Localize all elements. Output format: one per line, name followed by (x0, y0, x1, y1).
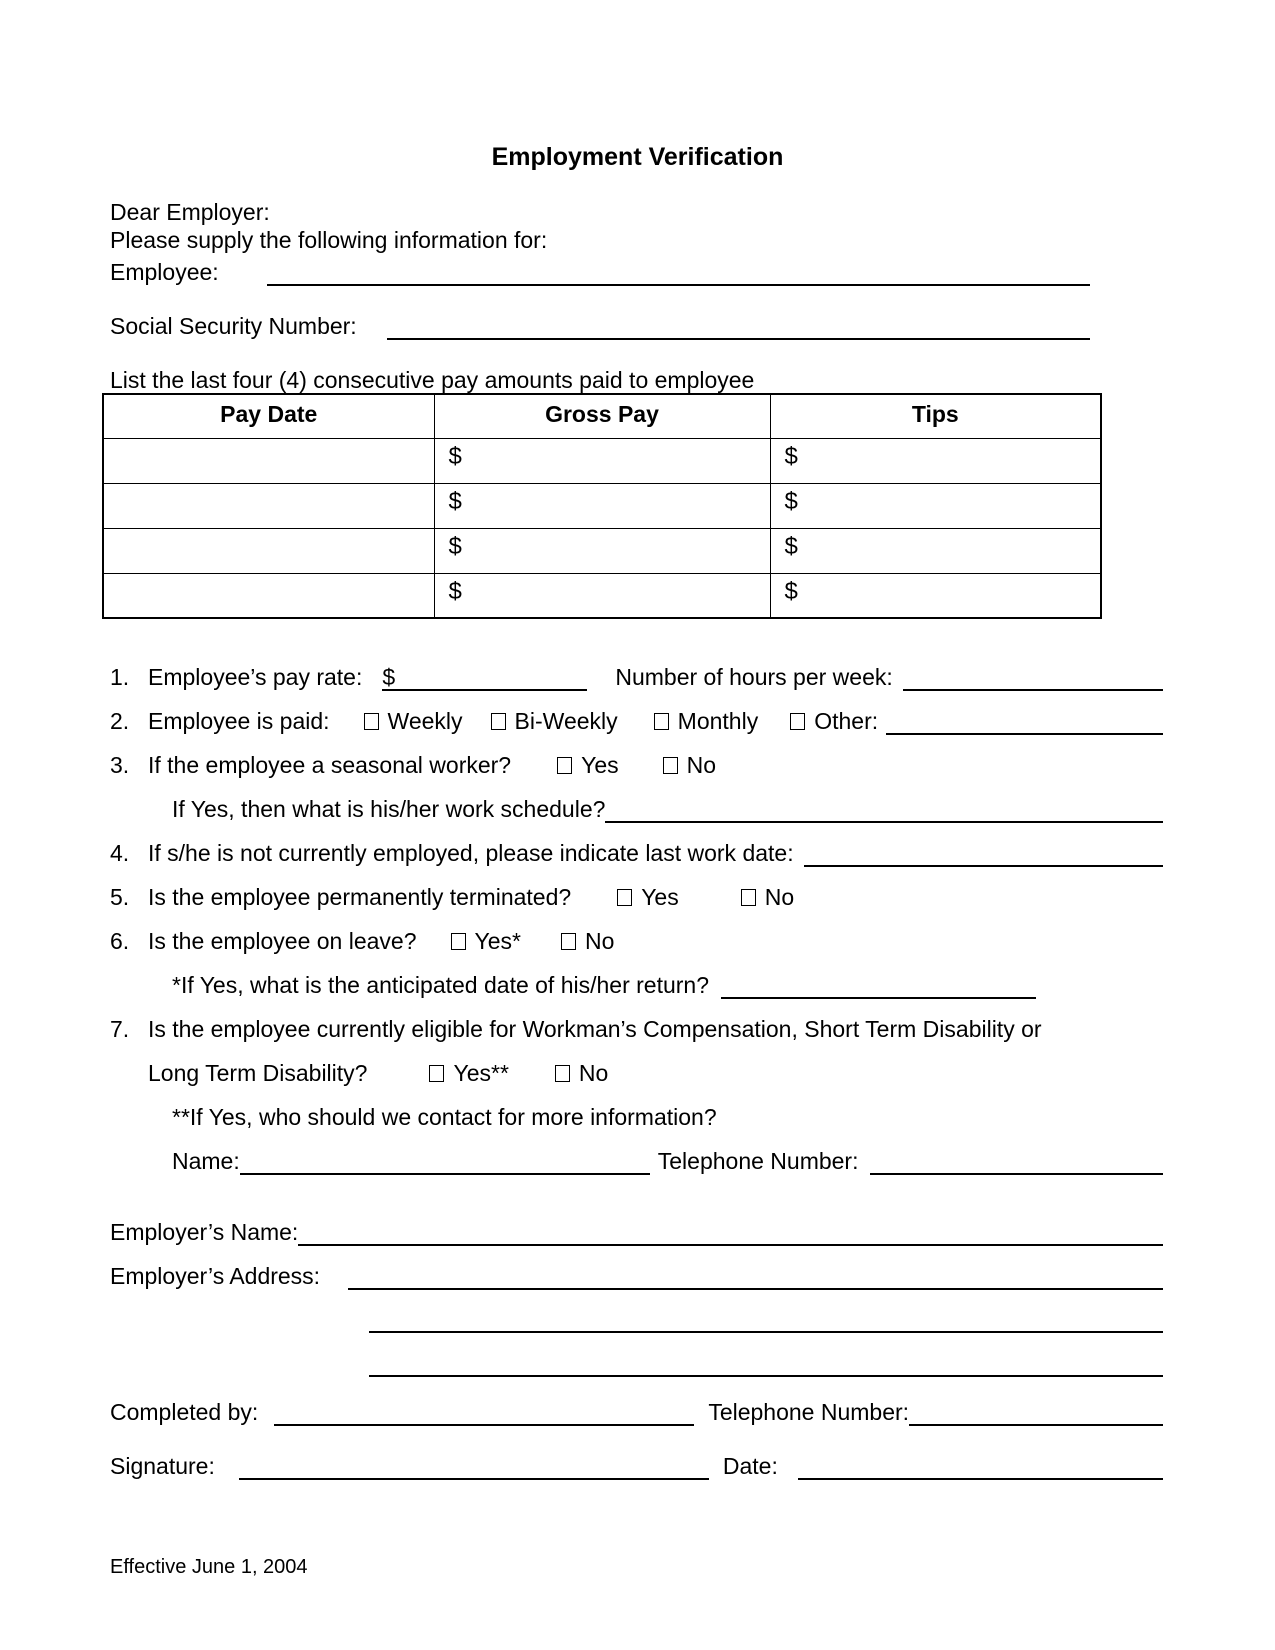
question-7-options-row (148, 1059, 1163, 1087)
signature-field[interactable] (239, 1452, 709, 1480)
employee-name-field[interactable] (267, 258, 1090, 286)
question-4-number: 4. (110, 840, 130, 866)
checkbox-other[interactable] (790, 713, 805, 730)
pay-rate-label: Employee’s pay rate: (148, 664, 363, 690)
contact-phone-label: Telephone Number: (657, 1148, 859, 1174)
employer-name-field[interactable] (298, 1218, 1163, 1246)
contact-name-field[interactable] (240, 1147, 650, 1175)
currency-symbol: $ (382, 664, 396, 690)
q6-no-label: No (585, 928, 615, 954)
contact-phone-field[interactable] (870, 1147, 1163, 1175)
signature-row (110, 1452, 1163, 1480)
checkbox-q6-yes[interactable] (451, 933, 466, 950)
question-1-row (110, 663, 1163, 691)
pay-date-cell[interactable] (103, 483, 434, 528)
completed-by-row (110, 1398, 1163, 1426)
checkbox-monthly[interactable] (654, 713, 669, 730)
greeting-row (110, 198, 1163, 226)
question-4-row (110, 839, 1163, 867)
table-row (103, 483, 1101, 528)
q3-yes-label: Yes (581, 752, 619, 778)
completed-by-label: Completed by: (110, 1399, 259, 1425)
employer-name-row (110, 1218, 1163, 1246)
employer-address-field-line1[interactable] (348, 1262, 1163, 1290)
date-label: Date: (722, 1453, 778, 1479)
gross-pay-cell[interactable]: $ (434, 573, 770, 618)
last-work-date-field[interactable] (804, 839, 1163, 867)
checkbox-q6-no[interactable] (561, 933, 576, 950)
page-title: Employment Verification (491, 143, 784, 171)
tips-cell[interactable]: $ (770, 483, 1101, 528)
question-7-followup-row (172, 1103, 1163, 1131)
gross-pay-header: Gross Pay (434, 394, 770, 438)
pay-date-cell[interactable] (103, 438, 434, 483)
last-work-date-label: If s/he is not currently employed, please indicate last work date: (148, 840, 794, 866)
work-schedule-label: If Yes, then what is his/her work schedule? (172, 796, 606, 822)
seasonal-worker-label: If the employee a seasonal worker? (148, 752, 512, 778)
ssn-field[interactable] (387, 312, 1090, 340)
checkbox-biweekly[interactable] (491, 713, 506, 730)
employer-address-field-line2[interactable] (369, 1331, 1163, 1333)
question-3-followup-row (172, 795, 1163, 823)
question-6-row (110, 927, 1163, 955)
pay-table-header-row (103, 394, 1101, 438)
table-row (103, 438, 1101, 483)
contact-row (172, 1147, 1163, 1175)
q5-no-label: No (764, 884, 795, 910)
employer-address-label: Employer’s Address: (110, 1263, 321, 1289)
question-1-number: 1. (110, 664, 130, 690)
completed-by-field[interactable] (274, 1398, 694, 1426)
question-3-number: 3. (110, 752, 130, 778)
other-frequency-field[interactable] (886, 707, 1163, 735)
table-row (103, 528, 1101, 573)
employer-address-field-line3[interactable] (369, 1375, 1163, 1377)
tips-cell[interactable]: $ (770, 438, 1101, 483)
question-6-number: 6. (110, 928, 130, 954)
tips-cell[interactable]: $ (770, 573, 1101, 618)
checkbox-weekly[interactable] (364, 713, 379, 730)
q6-yes-label: Yes* (474, 928, 521, 954)
checkbox-q7-no[interactable] (555, 1065, 570, 1082)
employer-name-label: Employer’s Name: (110, 1219, 299, 1245)
contact-prompt: **If Yes, who should we contact for more information? (172, 1104, 717, 1130)
effective-note: Effective June 1, 2004 (110, 1556, 308, 1578)
work-schedule-field[interactable] (605, 795, 1163, 823)
tips-cell[interactable]: $ (770, 528, 1101, 573)
pay-date-header: Pay Date (103, 394, 434, 438)
question-7-number: 7. (110, 1016, 130, 1042)
hours-per-week-field[interactable] (903, 663, 1163, 691)
question-7-row (110, 1015, 1163, 1043)
eligibility-label-line1: Is the employee currently eligible for Workman’s Compensation, Short Term Disability or (148, 1016, 1042, 1042)
q7-no-label: No (578, 1060, 609, 1086)
question-2-number: 2. (110, 708, 130, 734)
contact-name-label: Name: (172, 1148, 240, 1174)
request-row (110, 226, 1163, 254)
date-field[interactable] (798, 1452, 1163, 1480)
checkbox-q7-yes[interactable] (429, 1065, 444, 1082)
checkbox-q5-no[interactable] (741, 889, 756, 906)
q5-yes-label: Yes (641, 884, 679, 910)
employee-row (110, 258, 1090, 286)
eligibility-label-line2: Long Term Disability? (148, 1060, 368, 1086)
table-caption: List the last four (4) consecutive pay amounts paid to employee (110, 367, 755, 393)
option-label-biweekly: Bi-Weekly (514, 708, 618, 734)
page-title-row (0, 143, 1275, 171)
checkbox-q3-no[interactable] (663, 757, 678, 774)
on-leave-label: Is the employee on leave? (148, 928, 417, 954)
employee-label: Employee: (110, 259, 219, 285)
gross-pay-cell[interactable]: $ (434, 528, 770, 573)
pay-date-cell[interactable] (103, 573, 434, 618)
table-caption-row (110, 366, 1163, 394)
option-label-weekly: Weekly (387, 708, 463, 734)
q7-yes-label: Yes** (453, 1060, 509, 1086)
question-5-row (110, 883, 1163, 911)
gross-pay-cell[interactable]: $ (434, 438, 770, 483)
pay-date-cell[interactable] (103, 528, 434, 573)
q3-no-label: No (686, 752, 717, 778)
pay-rate-field[interactable] (382, 663, 587, 691)
question-2-row (110, 707, 1163, 735)
table-row (103, 573, 1101, 618)
signature-label: Signature: (110, 1453, 215, 1479)
checkbox-q3-yes[interactable] (557, 757, 572, 774)
paid-frequency-label: Employee is paid: (148, 708, 330, 734)
checkbox-q5-yes[interactable] (617, 889, 632, 906)
option-label-monthly: Monthly (677, 708, 759, 734)
tips-header: Tips (770, 394, 1101, 438)
question-5-number: 5. (110, 884, 130, 910)
ssn-row (110, 312, 1090, 340)
gross-pay-cell[interactable]: $ (434, 483, 770, 528)
return-date-field[interactable] (721, 971, 1036, 999)
completed-phone-field[interactable] (909, 1398, 1163, 1426)
pay-table (102, 393, 1102, 619)
ssn-label: Social Security Number: (110, 313, 357, 339)
option-label-other: Other: (814, 708, 879, 734)
greeting-text: Dear Employer: (110, 199, 270, 225)
hours-per-week-label: Number of hours per week: (615, 664, 893, 690)
footer-row (110, 1553, 1163, 1581)
return-date-label: *If Yes, what is the anticipated date of his/her return? (172, 972, 710, 998)
completed-phone-label: Telephone Number: (708, 1399, 910, 1425)
employer-address-row (110, 1262, 1163, 1290)
request-text: Please supply the following information for: (110, 227, 548, 253)
terminated-label: Is the employee permanently terminated? (148, 884, 572, 910)
question-6-followup-row (172, 971, 1163, 999)
question-3-row (110, 751, 1163, 779)
